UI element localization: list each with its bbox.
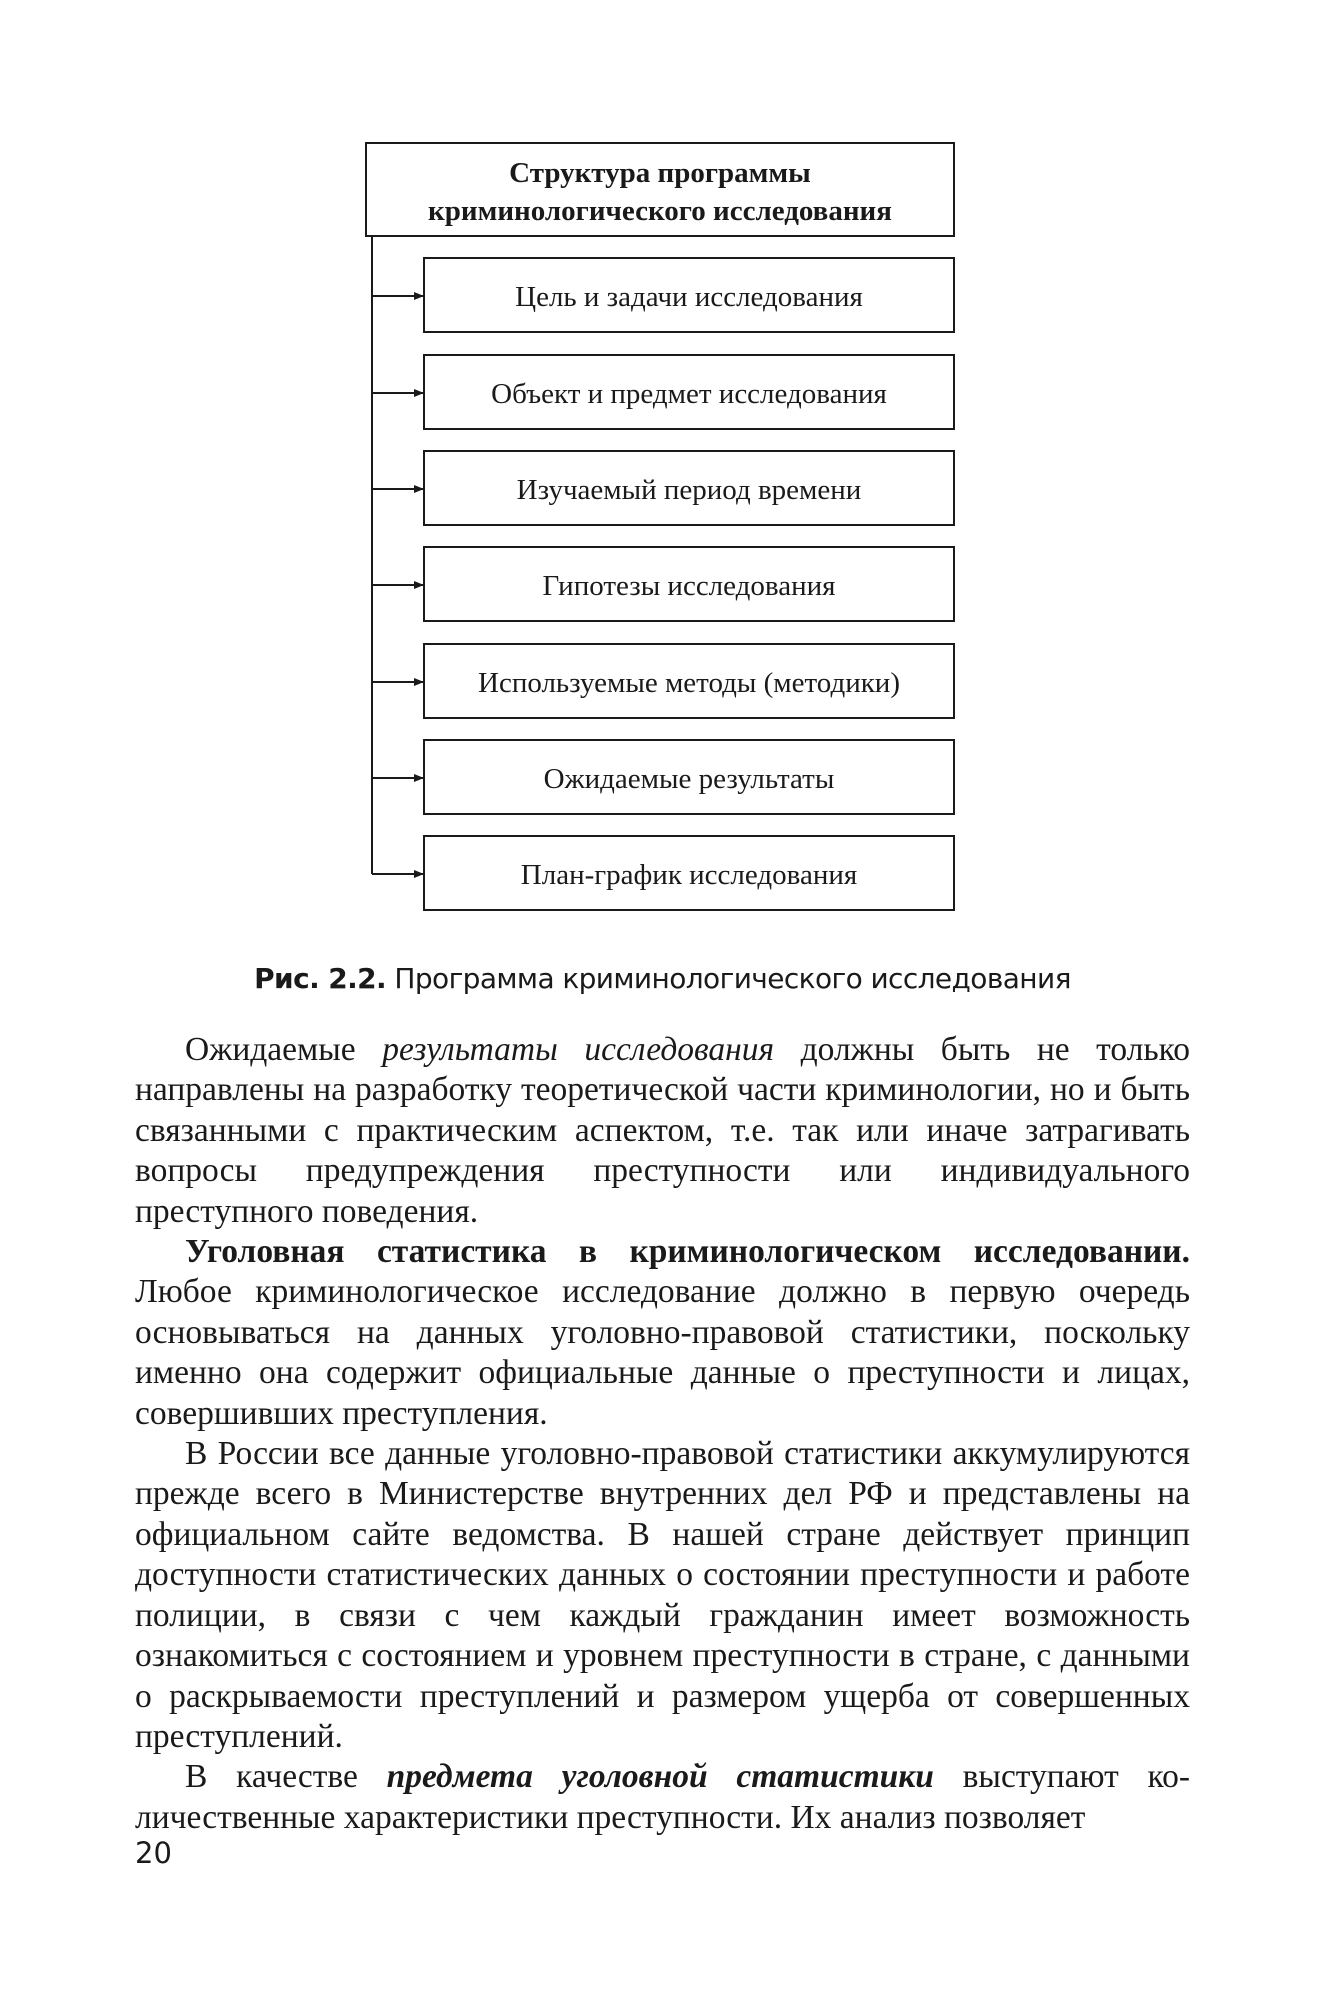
diagram-item-label: Ожидаемые результаты [543,763,835,795]
figure-caption-text: Программа криминологического исследования [394,962,1071,995]
paragraph-text: В качестве [185,1758,387,1796]
structure-diagram [0,0,1325,930]
paragraph-text: Ожидаемые [185,1031,383,1068]
emphasis-term: результаты исследования [382,1031,775,1068]
diagram-item-label: Гипотезы исследования [542,570,836,602]
paragraph-text: Любое криминологическое исследование должно в первую очередь основываться на данных уголовно-правовой статистики, поскольку именно она содержит официальные данные о преступности и лицах, совершивших преступления. [135,1273,1190,1432]
diagram-item [372,355,954,429]
diagram-item [372,258,954,332]
diagram-item-label: Цель и задачи исследования [515,281,863,313]
paragraph [135,1030,1190,1232]
diagram-title-box [366,143,954,236]
diagram-title-line-1: Структура программы [509,157,811,189]
body-text [135,1030,1190,1838]
paragraph [135,1434,1190,1757]
diagram-item [372,740,954,814]
diagram-item-label: Используемые методы (методики) [478,667,900,699]
page-number: 20 [135,1836,172,1870]
paragraph-text: должны быть не только направлены на разработку теоретической части криминологии, но и быть связанными с практическим аспектом, т.е. так или иначе затрагивать вопросы предупреждения преступности или индивидуального преступного поведения. [135,1031,1191,1230]
paragraph [135,1757,1190,1838]
figure-caption-label: Рис. 2.2. [254,962,387,995]
figure-caption [0,962,1325,995]
paragraph-text: В России все данные уголовно-правовой статистики аккумулируются прежде всего в Министерстве внутренних дел РФ и представлены на официальном сайте ведомства. В нашей стране действует принцип доступности статистических данных о состоянии преступности и работе полиции, в связи с чем каждый гражданин имеет возможность ознакомиться с состоянием и уровнем преступности в стране, с данными о раскрываемости преступлений и размером ущерба от совершенных преступлений. [135,1435,1190,1755]
diagram-item-label: Изучаемый период времени [516,474,862,506]
emphasis-term: предмета уголовной статистики [386,1758,934,1796]
diagram-item [372,644,954,718]
paragraph [135,1232,1190,1434]
diagram-item [372,451,954,525]
diagram-title-line-2: криминологического исследования [428,195,892,227]
diagram-item-label: План-график исследования [520,859,858,891]
section-heading: Уголовная статистика в криминологическом исследовании. [185,1233,1190,1271]
diagram-item [372,547,954,621]
paragraph-text: выступают количественные характеристики преступности. Их анализ позволяет [135,1758,1190,1836]
diagram-item-label: Объект и предмет исследования [491,378,887,410]
diagram-item [372,836,954,910]
